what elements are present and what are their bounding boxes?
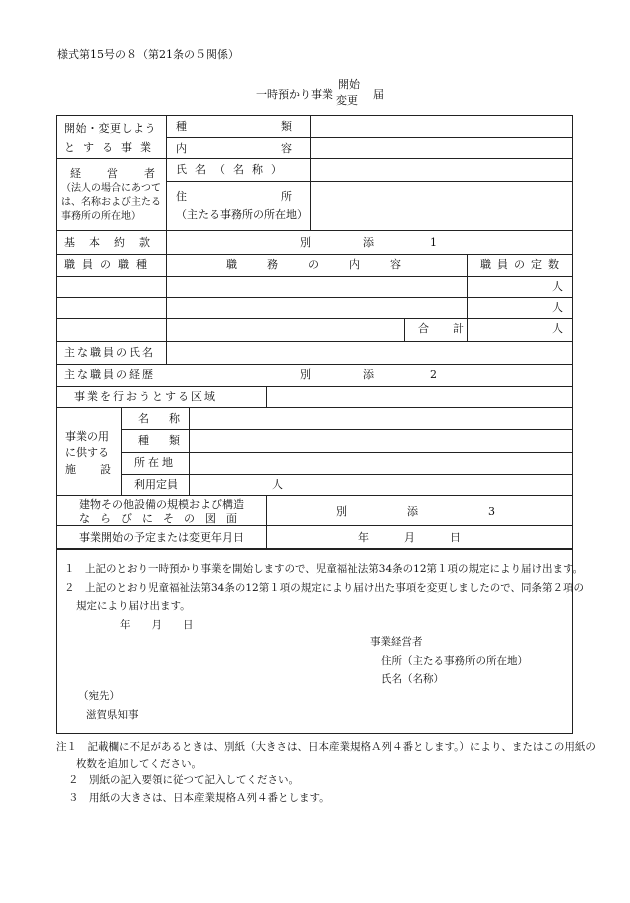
business-label-line1: 開始・変更しよう [64, 122, 156, 135]
duty-content-header: 職務の内容 [226, 258, 431, 271]
persons-unit-total: 人 [552, 322, 563, 335]
staff-type-header: 職員の職種 [64, 258, 154, 271]
title-option-change: 変更 [336, 94, 358, 107]
service-area-label: 事業を行おうとする区域 [74, 390, 217, 403]
operator-note-2: は、名称および主たる [61, 197, 161, 208]
facility-label-3: 施設 [65, 463, 135, 476]
attachment-label-3: 別添 [336, 505, 478, 518]
address-label: 住所 [176, 190, 386, 203]
persons-unit-1: 人 [552, 280, 563, 293]
business-label-line2: とする事業 [64, 141, 159, 154]
address-note: （主たる事務所の所在地） [176, 208, 308, 221]
date-day: 日 [450, 531, 461, 544]
attachment-number-1: 1 [430, 236, 437, 249]
form-id: 様式第15号の８（第21条の５関係） [57, 48, 239, 61]
building-label-2: ならびにその図面 [79, 512, 247, 525]
date-month: 月 [404, 531, 415, 544]
declaration-line-2a: ２ 上記のとおり児童福祉法第34条の12第１項の規定により届け出た事項を変更しましたので、同条第２項の [64, 582, 585, 594]
type-label: 種類 [176, 120, 386, 133]
note-1-line-b: 枚数を追加してください。 [76, 758, 202, 770]
start-change-date-label: 事業開始の予定または変更年月日 [79, 531, 244, 544]
staff-count-header: 職員の定数 [480, 258, 565, 271]
facility-location-label: 所在地 [134, 456, 176, 469]
title-suffix: 届 [373, 88, 384, 101]
declaration-line-2b: 規定により届け出ます。 [76, 600, 191, 612]
note-3: ３ 用紙の大きさは、日本産業規格Ａ列４番とします。 [68, 792, 330, 804]
main-staff-career-label: 主な職員の経歴 [64, 368, 155, 381]
content-label: 内容 [176, 142, 386, 155]
operator-note-3: 事務所の所在地） [61, 211, 141, 222]
addressee: （宛先） [78, 690, 120, 702]
declaration-box [56, 549, 573, 734]
operator-name: 氏名（名称） [381, 673, 444, 685]
capacity-label: 利用定員 [134, 478, 178, 491]
title-option-start: 開始 [338, 78, 360, 91]
facility-label-1: 事業の用 [65, 430, 109, 443]
operator-label: 経営者 [70, 167, 181, 180]
date-year: 年 [358, 531, 369, 544]
facility-name-label: 名称 [138, 412, 200, 425]
title-main: 一時預かり事業 [256, 88, 333, 101]
operator-heading: 事業経営者 [370, 636, 423, 648]
facility-label-2: に供する [65, 446, 109, 459]
facility-type-label: 種類 [138, 434, 200, 447]
main-staff-names-label: 主な職員の氏名 [64, 346, 155, 359]
basic-terms-label: 基本約款 [64, 236, 164, 249]
persons-unit-2: 人 [552, 301, 563, 314]
attachment-number-3: 3 [488, 505, 495, 518]
name-label: 氏名（名称） [176, 163, 290, 176]
note-2: ２ 別紙の記入要領に従つて記入してください。 [68, 774, 299, 786]
note-1-line-a: 注１ 記載欄に不足があるときは、別紙（大きさは、日本産業規格Ａ列４番とします。）により、またはこの用紙の [56, 741, 596, 753]
attachment-number-2: 2 [430, 368, 437, 381]
declaration-line-1: １ 上記のとおり一時預かり事業を開始しますので、児童福祉法第34条の12第１項の規定により届け出ます。 [64, 563, 584, 575]
capacity-unit: 人 [272, 478, 283, 491]
operator-note-1: （法人の場合にあつて [61, 183, 161, 194]
operator-address: 住所（主たる事務所の所在地） [381, 655, 528, 667]
governor: 滋賀県知事 [86, 709, 139, 721]
declaration-date: 年 月 日 [120, 619, 194, 631]
building-label-1: 建物その他設備の規模および構造 [79, 498, 244, 511]
attachment-label-2: 別添 [300, 368, 426, 381]
total-label: 合計 [418, 322, 488, 335]
attachment-label-1: 別添 [300, 236, 426, 249]
